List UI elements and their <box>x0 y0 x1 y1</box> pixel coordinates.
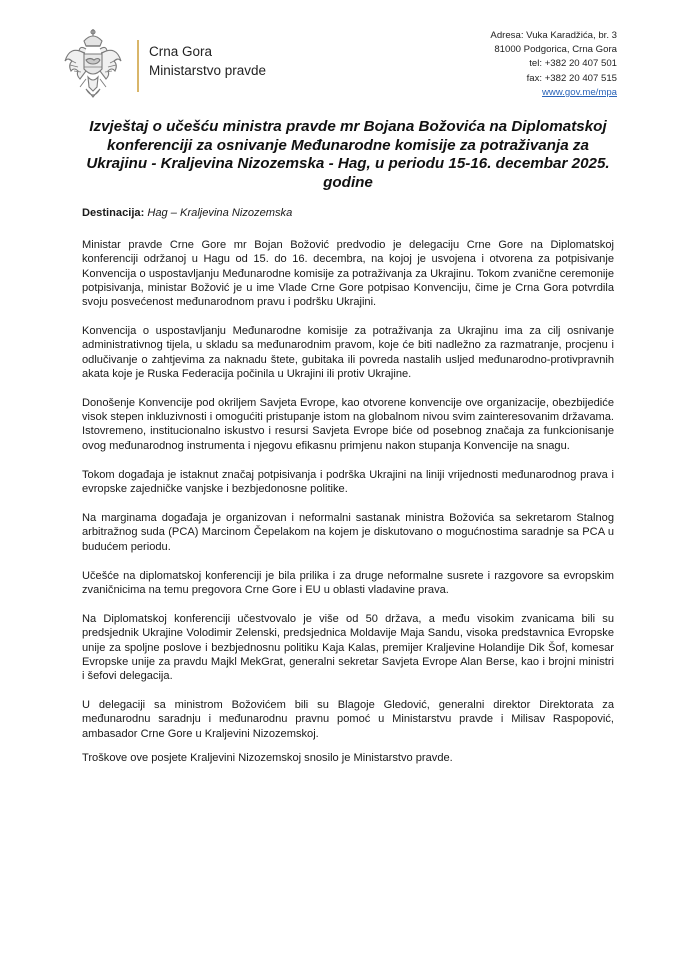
paragraph: Ministar pravde Crne Gore mr Bojan Božović predvodio je delegaciju Crne Gore na Diplomatskoj konferenciji održanoj u Hagu od 15. do 16. decembra, na kojoj je usvojena i otvorena za potpisivanje Konvencija o uspostavljanju Međunarodne komisije za potraživanja za Ukrajinu. Tokom zvanične ceremonije potpisivanja, ministar Božović je u ime Vlade Crne Gore potpisao Konvenciju, čime je Crna Gora potvrdila svoju posvećenost međunarodnom pravu i podršku Ukrajini. <box>82 239 614 309</box>
contact-tel: tel: +382 20 407 501 <box>529 58 617 70</box>
destination-label: Destinacija: <box>82 207 145 219</box>
document-body <box>82 206 614 780</box>
organization-name <box>149 43 266 82</box>
destination-value: Hag – Kraljevina Nizozemska <box>147 207 293 219</box>
paragraph: Troškove ove posjete Kraljevini Nizozemskoj snosilo je Ministarstvo pravde. <box>82 751 453 764</box>
paragraph: Na marginama događaja je organizovan i neformalni sastanak ministra Božovića sa sekretarom Stalnog arbitražnog suda (PCA) Marcinom Čepelakom na kojem je diskutovano o mogućnostima saradnje sa PCA u budućem periodu. <box>82 512 614 553</box>
contact-city: 81000 Podgorica, Crna Gora <box>494 44 617 56</box>
document-title: Izvještaj o učešću ministra pravde mr Bojana Božovića na Diplomatskoj konferenciji za osnivanje Međunarodne komisije za potraživanja za Ukrajinu - Kraljevina Nizozemska - Hag, u periodu 15-16. decembar 2025. godine <box>86 118 610 191</box>
paragraph: Konvencija o uspostavljanju Međunarodne komisije za potraživanja za Ukrajinu ima za cilj osnivanje administrativnog tijela, u skladu sa međunarodnim pravom, koje će biti nadležno za razmatranje, procjenu i odlučivanje o zahtjevima za naknadu štete, gubitaka ili povreda nastalih usljed međunarodno-protivpravnih akata koje je Ruska Federacija počinila u Ukrajini ili protiv Ukrajine. <box>82 325 614 380</box>
ministry-name: Ministarstvo pravde <box>149 63 267 78</box>
country-name: Crna Gora <box>149 44 213 59</box>
paragraph: U delegaciji sa ministrom Božovićem bili su Blagoje Gledović, generalni direktor Direktorata za međunarodnu saradnju i međunarodnu pravnu pomoć u Ministarstvu pravde i Milisav Raspopović, ambasador Crne Gore u Kraljevini Nizozemskoj. <box>82 699 614 740</box>
paragraph: Donošenje Konvencije pod okriljem Savjeta Evrope, kao otvorene konvencije ove organizacije, obezbijediće visok stepen inkluzivnosti i omogućiti pristupanje istom na globalnom nivou svim zainteresovanim državama. Istovremeno, institucionalno iskustvo i resursi Savjeta Evrope biće od posebnog značaja za funkcionisanje ovog međunarodnog instrumenta i njegovu efikasnu primjenu nakon stupanja Konvencije na snagu. <box>82 397 614 452</box>
header-divider <box>137 40 139 92</box>
website-link[interactable]: www.gov.me/mpa <box>542 86 617 98</box>
destination-line <box>82 206 614 220</box>
paragraph: Učešće na diplomatskoj konferenciji je bila prilika i za druge neformalne susrete i razgovore sa evropskim zvaničnicima na temu pregovora Crne Gore i EU u oblasti vladavine prava. <box>82 569 614 597</box>
paragraph: Na Diplomatskoj konferenciji učestvovalo je više od 50 država, a među visokim zvanicama bili su predsjednik Ukrajine Volodimir Zelenski, predsjednica Moldavije Maja Sandu, visoka predstavnica Evropske unije za spoljne poslove i bezbjednosnu politiku Kaja Kalas, premijer Kraljevine Holandije Dik Šof, komesar Evropske unije za pravdu Majkl MekGrat, generalni sekretar Savjeta Evrope Alan Berse, kao i brojni ministri i šefovi delegacija. <box>82 613 614 683</box>
paragraph: Tokom događaja je istaknut značaj potpisivanja i podrška Ukrajini na liniji vrijednosti međunarodnog prava i evropske zajedničke vanjske i bezbjedonosne politike. <box>82 468 614 496</box>
contact-fax: fax: +382 20 407 515 <box>526 72 617 84</box>
contact-block <box>490 29 617 100</box>
coat-of-arms-icon <box>62 27 124 101</box>
contact-address: Adresa: Vuka Karadžića, br. 3 <box>490 30 617 41</box>
